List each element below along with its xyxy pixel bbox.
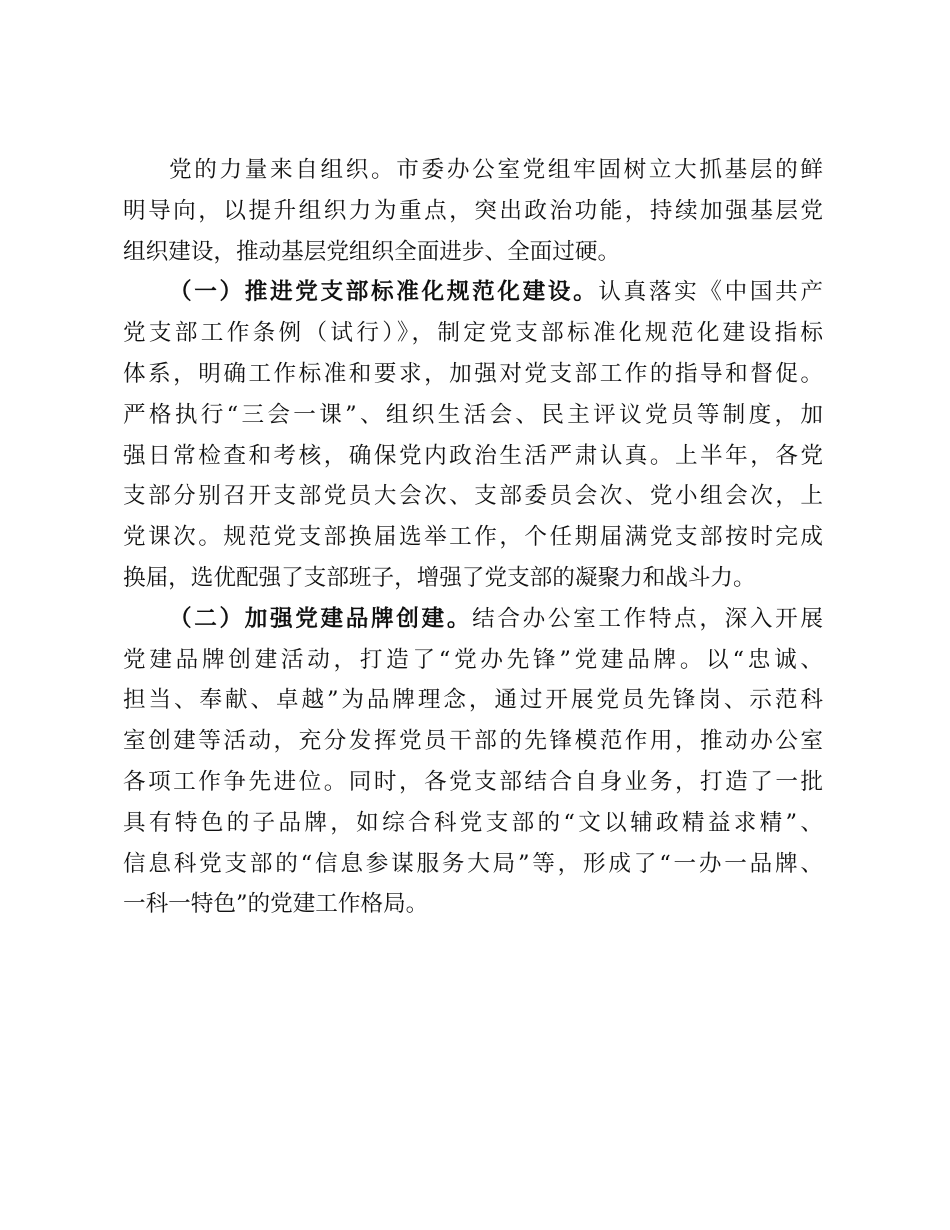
paragraph-2-line-4: 严格执行“三会一课”、组织生活会、民主评议党员等制度，加 <box>123 401 823 428</box>
paragraph-3-line-8: 一科一特色”的党建工作格局。 <box>123 891 429 918</box>
paragraph-2-line-8: 换届，选优配强了支部班子，增强了党支部的凝聚力和战斗力。 <box>123 564 756 591</box>
paragraph-2-line-5: 强日常检查和考核，确保党内政治生活严肃认真。上半年，各党 <box>123 442 823 469</box>
paragraph-1-line-2: 明导向，以提升组织力为重点，突出政治功能，持续加强基层党 <box>123 197 823 224</box>
paragraph-2-line-1 <box>123 272 823 313</box>
paragraph-3-first-line-rest: 结合办公室工作特点，深入开展 <box>472 605 824 632</box>
paragraph-3-line-4: 室创建等活动，充分发挥党员干部的先锋模范作用，推动办公室 <box>123 728 823 755</box>
paragraph-3-line-6: 具有特色的子品牌，如综合科党支部的“文以辅政精益求精”、 <box>123 809 823 836</box>
document-body <box>123 150 823 925</box>
paragraph-3-line-7: 信息科党支部的“信息参谋服务大局”等，形成了“一办一品牌、 <box>123 850 823 877</box>
paragraph-3-heading: （二）加强党建品牌创建。 <box>169 605 473 632</box>
paragraph-2-first-line-rest: 认真落实《中国共产 <box>598 279 824 306</box>
paragraph-3-line-1 <box>123 599 823 640</box>
paragraph-2-line-7: 党课次。规范党支部换届选举工作，个任期届满党支部按时完成 <box>123 524 823 551</box>
paragraph-2-heading: （一）推进党支部标准化规范化建设。 <box>169 279 599 306</box>
paragraph-2-line-3: 体系，明确工作标准和要求，加强对党支部工作的指导和督促。 <box>123 360 823 387</box>
paragraph-1-line-1: 党的力量来自组织。市委办公室党组牢固树立大抓基层的鲜 <box>169 157 823 183</box>
paragraph-3-line-2: 党建品牌创建活动，打造了“党办先锋”党建品牌。以“忠诚、 <box>123 646 823 673</box>
paragraph-2-line-6: 支部分别召开支部党员大会次、支部委员会次、党小组会次，上 <box>123 483 823 510</box>
paragraph-1-line-3: 组织建设，推动基层党组织全面进步、全面过硬。 <box>123 238 621 265</box>
paragraph-3-line-5: 各项工作争先进位。同时，各党支部结合自身业务，打造了一批 <box>123 768 823 795</box>
paragraph-3-line-3: 担当、奉献、卓越”为品牌理念，通过开展党员先锋岗、示范科 <box>123 687 823 714</box>
paragraph-2-line-2: 党支部工作条例（试行）》，制定党支部标准化规范化建设指标 <box>123 320 823 347</box>
